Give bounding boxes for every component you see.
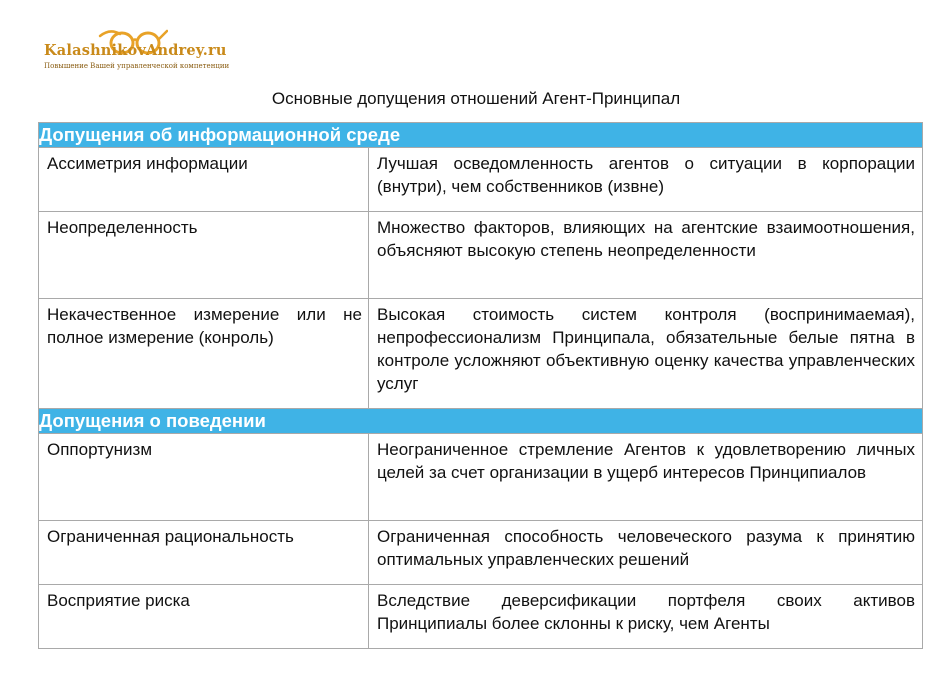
page-title: Основные допущения отношений Агент-Принципал: [271, 89, 681, 108]
logo-text: KalashnikovAndrey.ru: [44, 42, 227, 59]
assumptions-table: [38, 122, 923, 649]
assumption-description: Вследствие деверсификации портфеля своих активов Принципиалы более склонны к риску, чем Агенты: [369, 585, 923, 649]
assumption-description: Множество факторов, влияющих на агентские взаимоотношения, объясняют высокую степень неопределенности: [369, 212, 923, 299]
assumption-term: Оппортунизм: [39, 434, 369, 521]
assumption-term: Ассиметрия информации: [39, 148, 369, 212]
assumption-term: Ограниченная рациональность: [39, 521, 369, 585]
section-header-row: [39, 409, 923, 434]
table-row: [39, 585, 923, 649]
table-row: [39, 434, 923, 521]
assumption-description: Неограниченное стремление Агентов к удовлетворению личных целей за счет организации в ущерб интересов Принципиалов: [369, 434, 923, 521]
assumption-description: Высокая стоимость систем контроля (воспринимаемая), непрофессионализм Принципала, обязательные белые пятна в контроле усложняют объективную оценку качества управленческих услуг: [369, 299, 923, 409]
assumption-description: Ограниченная способность человеческого разума к принятию оптимальных управленческих решений: [369, 521, 923, 585]
assumption-term: Некачественное измерение или не полное измерение (конроль): [39, 299, 369, 409]
table-row: [39, 148, 923, 212]
assumption-term: Неопределенность: [39, 212, 369, 299]
assumption-term: Восприятие риска: [39, 585, 369, 649]
logo-tagline: Повышение Вашей управленческой компетенции: [44, 62, 230, 70]
section-header-row: [39, 123, 923, 148]
section-heading: Допущения о поведении: [39, 409, 923, 434]
table-row: [39, 299, 923, 409]
section-heading: Допущения об информационной среде: [39, 123, 923, 148]
assumption-description: Лучшая осведомленность агентов о ситуации в корпорации (внутри), чем собственников (извне): [369, 148, 923, 212]
table-row: [39, 212, 923, 299]
table-row: [39, 521, 923, 585]
site-logo[interactable]: [44, 24, 244, 74]
